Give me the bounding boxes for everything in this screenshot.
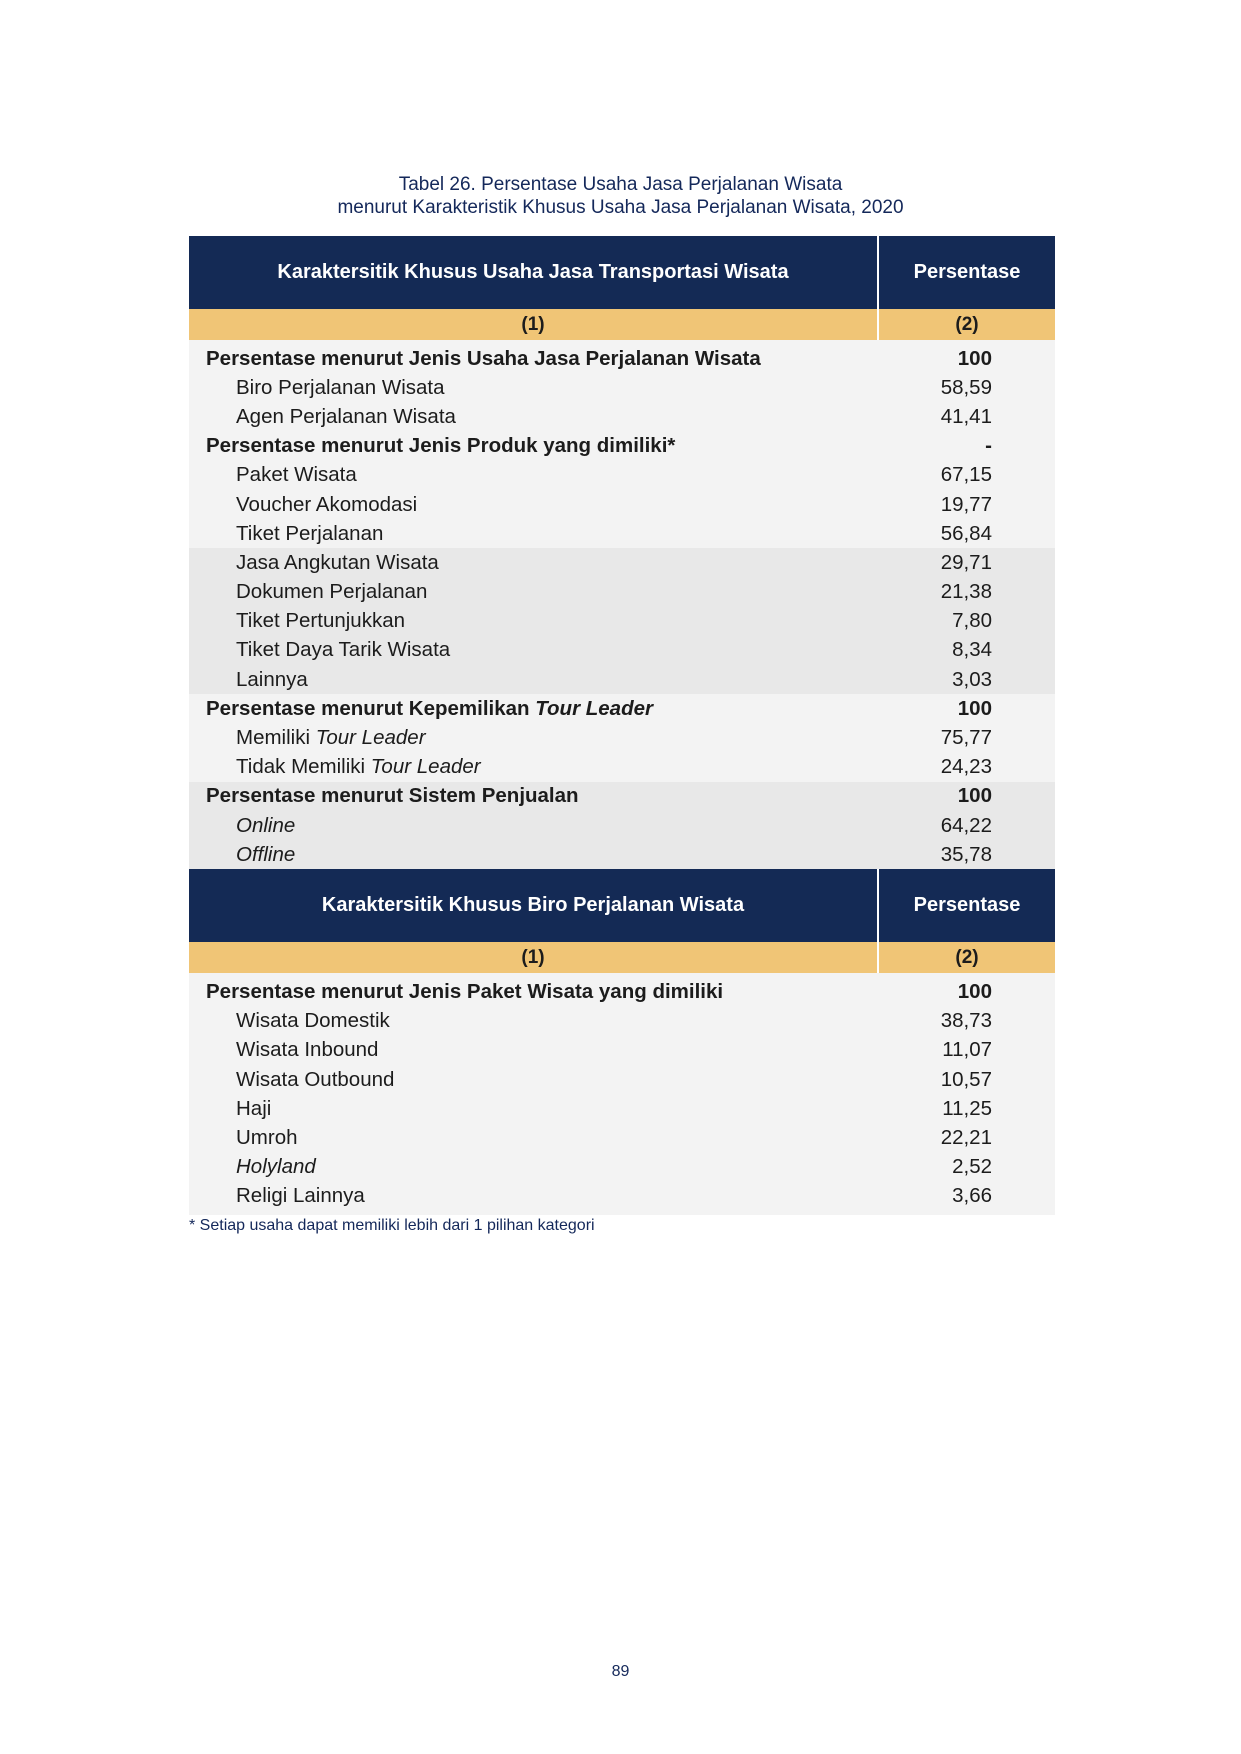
table1-header-row (189, 236, 1055, 309)
row-value: 100 (878, 694, 1055, 723)
table2-header-row (189, 869, 1055, 942)
row-label: Voucher Akomodasi (189, 490, 878, 519)
table-row (189, 373, 1055, 402)
row-value: 3,66 (878, 1182, 1055, 1215)
row-value: 22,21 (878, 1123, 1055, 1152)
page-number: 89 (611, 1663, 630, 1680)
row-label-text: Memiliki (236, 726, 316, 750)
row-value: 3,03 (878, 665, 1055, 694)
table-caption (0, 173, 1241, 219)
caption-line-2: menurut Karakteristik Khusus Usaha Jasa Perjalanan Wisata, 2020 (337, 197, 904, 218)
table-row (189, 694, 1055, 723)
table-row (189, 1123, 1055, 1152)
row-value: 41,41 (878, 402, 1055, 431)
row-value: 56,84 (878, 519, 1055, 548)
row-label: Persentase menurut Sistem Penjualan (189, 782, 878, 811)
row-label (189, 694, 878, 723)
table2-num-col2: (2) (878, 942, 1055, 973)
row-label (189, 811, 878, 840)
table-row (189, 1153, 1055, 1182)
row-label-italic: Offline (236, 842, 296, 866)
row-label (189, 753, 878, 782)
table-row (189, 490, 1055, 519)
table-row (189, 1094, 1055, 1123)
table-row (189, 461, 1055, 490)
row-label-italic: Online (236, 813, 296, 837)
row-label (189, 723, 878, 752)
row-label (189, 840, 878, 869)
row-label: Persentase menurut Jenis Paket Wisata yang dimiliki (189, 973, 878, 1006)
row-label: Wisata Outbound (189, 1065, 878, 1094)
table-row (189, 973, 1055, 1006)
table-row (189, 432, 1055, 461)
caption-line-1: Tabel 26. Persentase Usaha Jasa Perjalanan Wisata (398, 174, 843, 195)
table-row (189, 607, 1055, 636)
row-label: Tiket Perjalanan (189, 519, 878, 548)
row-value: 8,34 (878, 636, 1055, 665)
row-value: 21,38 (878, 578, 1055, 607)
table2-number-row (189, 942, 1055, 973)
row-label: Biro Perjalanan Wisata (189, 373, 878, 402)
row-value: 10,57 (878, 1065, 1055, 1094)
row-value: 29,71 (878, 548, 1055, 577)
table-row (189, 782, 1055, 811)
row-label: Haji (189, 1094, 878, 1123)
table1-num-col1: (1) (189, 309, 878, 340)
row-label-italic: Tour Leader (315, 726, 426, 750)
table1-header-col2: Persentase (878, 236, 1055, 309)
row-value: 67,15 (878, 461, 1055, 490)
row-value: 24,23 (878, 753, 1055, 782)
row-label: Dokumen Perjalanan (189, 578, 878, 607)
row-label-text: Persentase menurut Kepemilikan (206, 696, 536, 720)
table-row (189, 548, 1055, 577)
table-row (189, 723, 1055, 752)
table-row (189, 753, 1055, 782)
table-row (189, 1182, 1055, 1215)
row-value: 19,77 (878, 490, 1055, 519)
row-value: 2,52 (878, 1153, 1055, 1182)
row-label: Persentase menurut Jenis Produk yang dimiliki* (189, 432, 878, 461)
row-label: Tiket Pertunjukkan (189, 607, 878, 636)
row-label (189, 1153, 878, 1182)
table-row (189, 840, 1055, 869)
row-value: 100 (878, 973, 1055, 1006)
row-label: Tiket Daya Tarik Wisata (189, 636, 878, 665)
row-value: 7,80 (878, 607, 1055, 636)
row-label-italic: Tour Leader (370, 755, 481, 779)
row-label: Umroh (189, 1123, 878, 1152)
table2-header-col1: Karaktersitik Khusus Biro Perjalanan Wisata (189, 869, 878, 942)
row-label: Wisata Domestik (189, 1007, 878, 1036)
table-row (189, 519, 1055, 548)
table-row (189, 402, 1055, 431)
table-row (189, 578, 1055, 607)
row-value: 100 (878, 340, 1055, 373)
row-label-italic: Tour Leader (535, 696, 653, 720)
table-row (189, 1065, 1055, 1094)
table-row (189, 636, 1055, 665)
row-label: Persentase menurut Jenis Usaha Jasa Perjalanan Wisata (189, 340, 878, 373)
row-value: 38,73 (878, 1007, 1055, 1036)
table1-num-col2: (2) (878, 309, 1055, 340)
table-row (189, 1007, 1055, 1036)
row-label: Lainnya (189, 665, 878, 694)
data-table (189, 236, 1055, 1215)
table-row (189, 340, 1055, 373)
row-value: 35,78 (878, 840, 1055, 869)
row-label: Paket Wisata (189, 461, 878, 490)
table-footnote: * Setiap usaha dapat memiliki lebih dari 1 pilihan kategori (189, 1217, 595, 1234)
table1-header-col1: Karaktersitik Khusus Usaha Jasa Transportasi Wisata (189, 236, 878, 309)
row-value: 75,77 (878, 723, 1055, 752)
row-label: Wisata Inbound (189, 1036, 878, 1065)
row-value: 11,25 (878, 1094, 1055, 1123)
row-label-text: Tidak Memiliki (236, 755, 371, 779)
table-row (189, 665, 1055, 694)
table2-num-col1: (1) (189, 942, 878, 973)
row-value: 100 (878, 782, 1055, 811)
table1-number-row (189, 309, 1055, 340)
table-row (189, 811, 1055, 840)
row-label-italic: Holyland (236, 1155, 316, 1179)
row-value: 58,59 (878, 373, 1055, 402)
row-value: 64,22 (878, 811, 1055, 840)
table2-header-col2: Persentase (878, 869, 1055, 942)
row-label: Agen Perjalanan Wisata (189, 402, 878, 431)
row-label: Jasa Angkutan Wisata (189, 548, 878, 577)
row-value: - (878, 432, 1055, 461)
table-row (189, 1036, 1055, 1065)
row-label: Religi Lainnya (189, 1182, 878, 1215)
row-value: 11,07 (878, 1036, 1055, 1065)
